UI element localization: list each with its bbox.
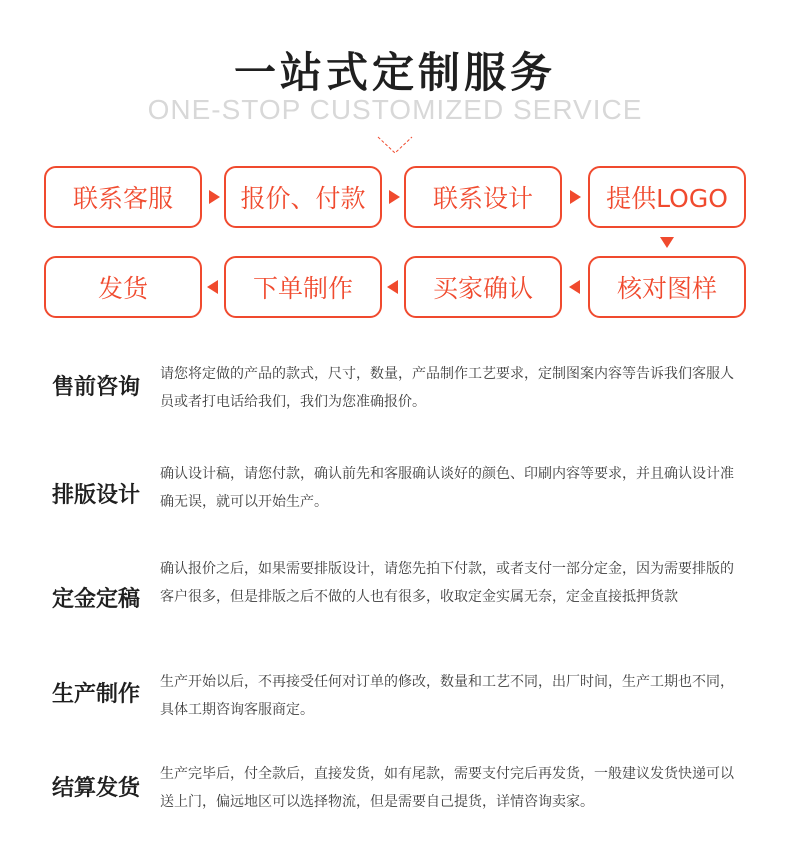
chevron-down-icon	[376, 134, 414, 156]
step-ship: 发货	[44, 256, 202, 318]
section-text-presale: 请您将定做的产品的款式，尺寸，数量，产品制作工艺要求，定制图案内容等告诉我们客服人员或者打电话给我们，我们为您准确报价。	[160, 366, 734, 410]
step-check-proof: 核对图样	[588, 256, 746, 318]
arrow-right-icon	[389, 190, 400, 204]
arrow-left-icon	[569, 280, 580, 294]
section-heading-layout: 排版设计	[52, 483, 141, 508]
step-order-production: 下单制作	[224, 256, 382, 318]
section-heading-settlement: 结算发货	[52, 776, 141, 801]
step-quote-payment: 报价、付款	[224, 166, 382, 228]
section-text-settlement: 生产完毕后，付全款后，直接发货，如有尾款，需要支付完后再发货，一般建议发货快递可以送上门，偏远地区可以选择物流，但是需要自己提货，详情咨询卖家。	[160, 766, 734, 810]
step-buyer-confirm: 买家确认	[404, 256, 562, 318]
step-provide-logo: 提供LOGO	[588, 166, 746, 228]
section-heading-deposit: 定金定稿	[52, 587, 141, 612]
arrow-right-icon	[570, 190, 581, 204]
section-heading-production: 生产制作	[52, 682, 141, 707]
arrow-right-icon	[209, 190, 220, 204]
step-contact-design: 联系设计	[404, 166, 562, 228]
arrow-left-icon	[207, 280, 218, 294]
section-text-layout: 确认设计稿，请您付款，确认前先和客服确认谈好的颜色、印刷内容等要求，并且确认设计准确无误，就可以开始生产。	[160, 466, 734, 510]
section-text-production: 生产开始以后，不再接受任何对订单的修改，数量和工艺不同，出厂时间，生产工期也不同，具体工期咨询客服商定。	[160, 674, 734, 718]
section-text-deposit: 确认报价之后，如果需要排版设计，请您先拍下付款，或者支付一部分定金，因为需要排版的客户很多，但是排版之后不做的人也有很多，收取定金实属无奈，定金直接抵押货款	[160, 561, 734, 605]
page-title: 一站式定制服务	[233, 48, 556, 97]
section-heading-presale: 售前咨询	[52, 375, 141, 400]
step-contact-service: 联系客服	[44, 166, 202, 228]
page-subtitle: ONE-STOP CUSTOMIZED SERVICE	[147, 94, 643, 125]
arrow-left-icon	[387, 280, 398, 294]
arrow-down-icon	[660, 237, 674, 248]
